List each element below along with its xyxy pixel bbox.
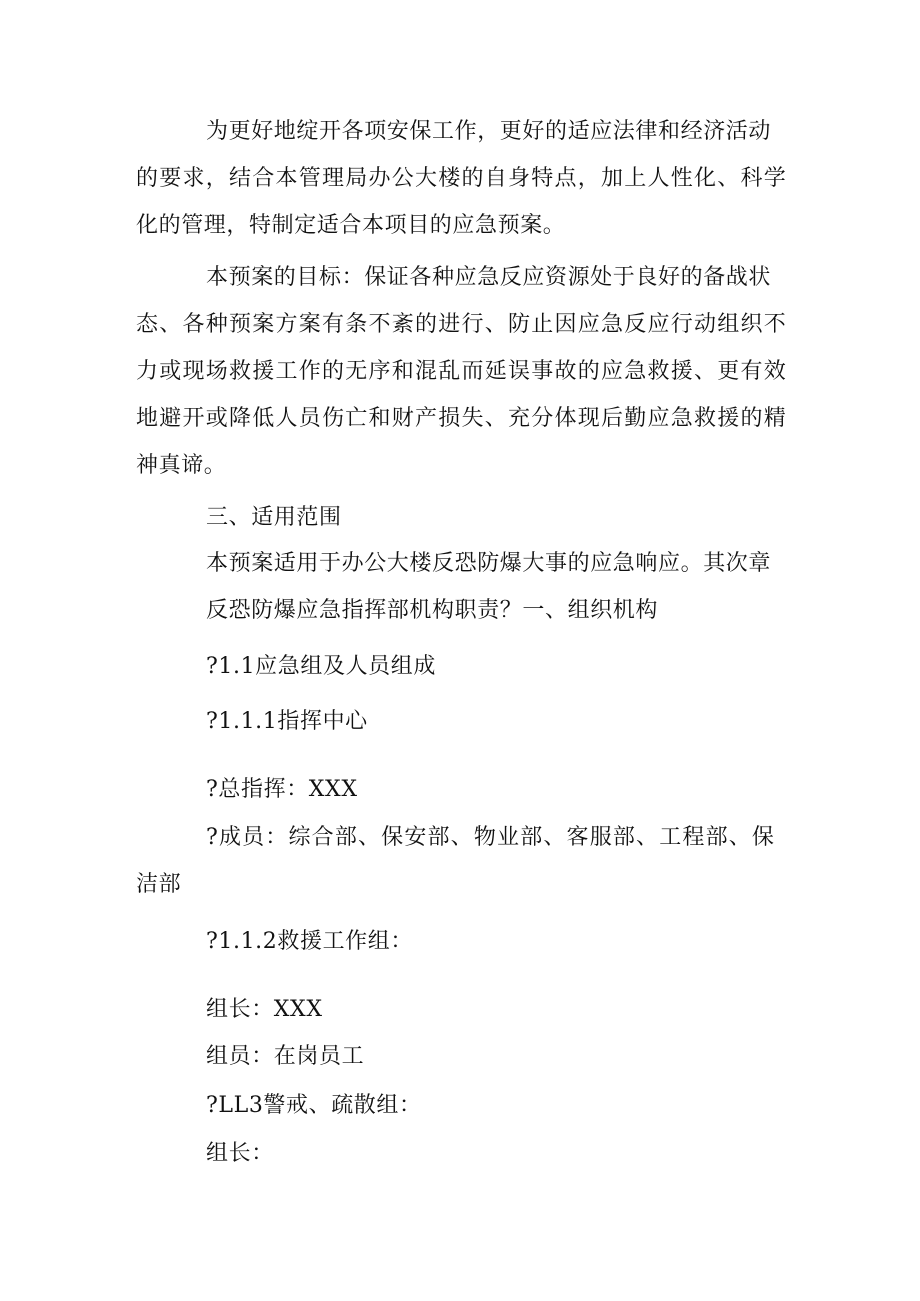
evac-leader-line: 组长： [206,1141,274,1166]
paragraph-2-line-1: 本预案的目标：保证各种应急反应资源处于良好的备战状 [206,265,772,290]
item-1-1: ?1.1应急组及人员组成 [206,654,436,679]
item-1-1-1: ?1.1.1指挥中心 [206,709,368,734]
scope-line-2: 反恐防爆应急指挥部机构职责？一、组织机构 [206,598,659,623]
members-line-2: 洁部 [136,872,182,897]
members-line-1: ? 成 员 ： 综 合 部 、 保 安 部 、 物 业 部 、 客 服 部 、 工 程 部 、 保 [206,825,774,850]
paragraph-1-line-2: 的 要 求 ， 结 合 本 管 理 局 办 公 大 楼 的 自 身 特 点 ， 加 上 人 性 化 、 科 学 [136,166,786,191]
paragraph-1-line-3: 化的管理，特制定适合本项目的应急预案。 [136,213,566,238]
paragraph-2-line-3: 力 或 现 场 救 援 工 作 的 无 序 和 混 乱 而 延 误 事 故 的 应 急 救 援 、 更 有 效 [136,359,786,384]
section-title: 三、适用范围 [206,505,342,530]
paragraph-2-line-4: 地 避 开 或 降 低 人 员 伤 亡 和 财 产 损 失 、 充 分 体 现 后 勤 应 急 救 援 的 精 [136,406,786,431]
rescue-leader-line: 组长：XXX [206,997,323,1022]
paragraph-2-line-2: 态 、 各 种 预 案 方 案 有 条 不 紊 的 进 行 、 防 止 因 应 急 反 应 行 动 组 织 不 [136,312,786,337]
rescue-members-line: 组员：在岗员工 [206,1044,365,1069]
commander-line: ?总指挥：XXX [206,777,358,802]
item-1-1-3: ?LL3警戒、疏散组： [206,1093,422,1118]
paragraph-1-line-1: 为更好地绽开各项安保工作，更好的适应法律和经济活动 [206,119,772,144]
paragraph-2-line-5: 神真谛。 [136,453,227,478]
item-1-1-2: ?1.1.2救援工作组： [206,929,413,954]
scope-line-1: 本预案适用于办公大楼反恐防爆大事的应急响应。其次章 [206,551,772,576]
